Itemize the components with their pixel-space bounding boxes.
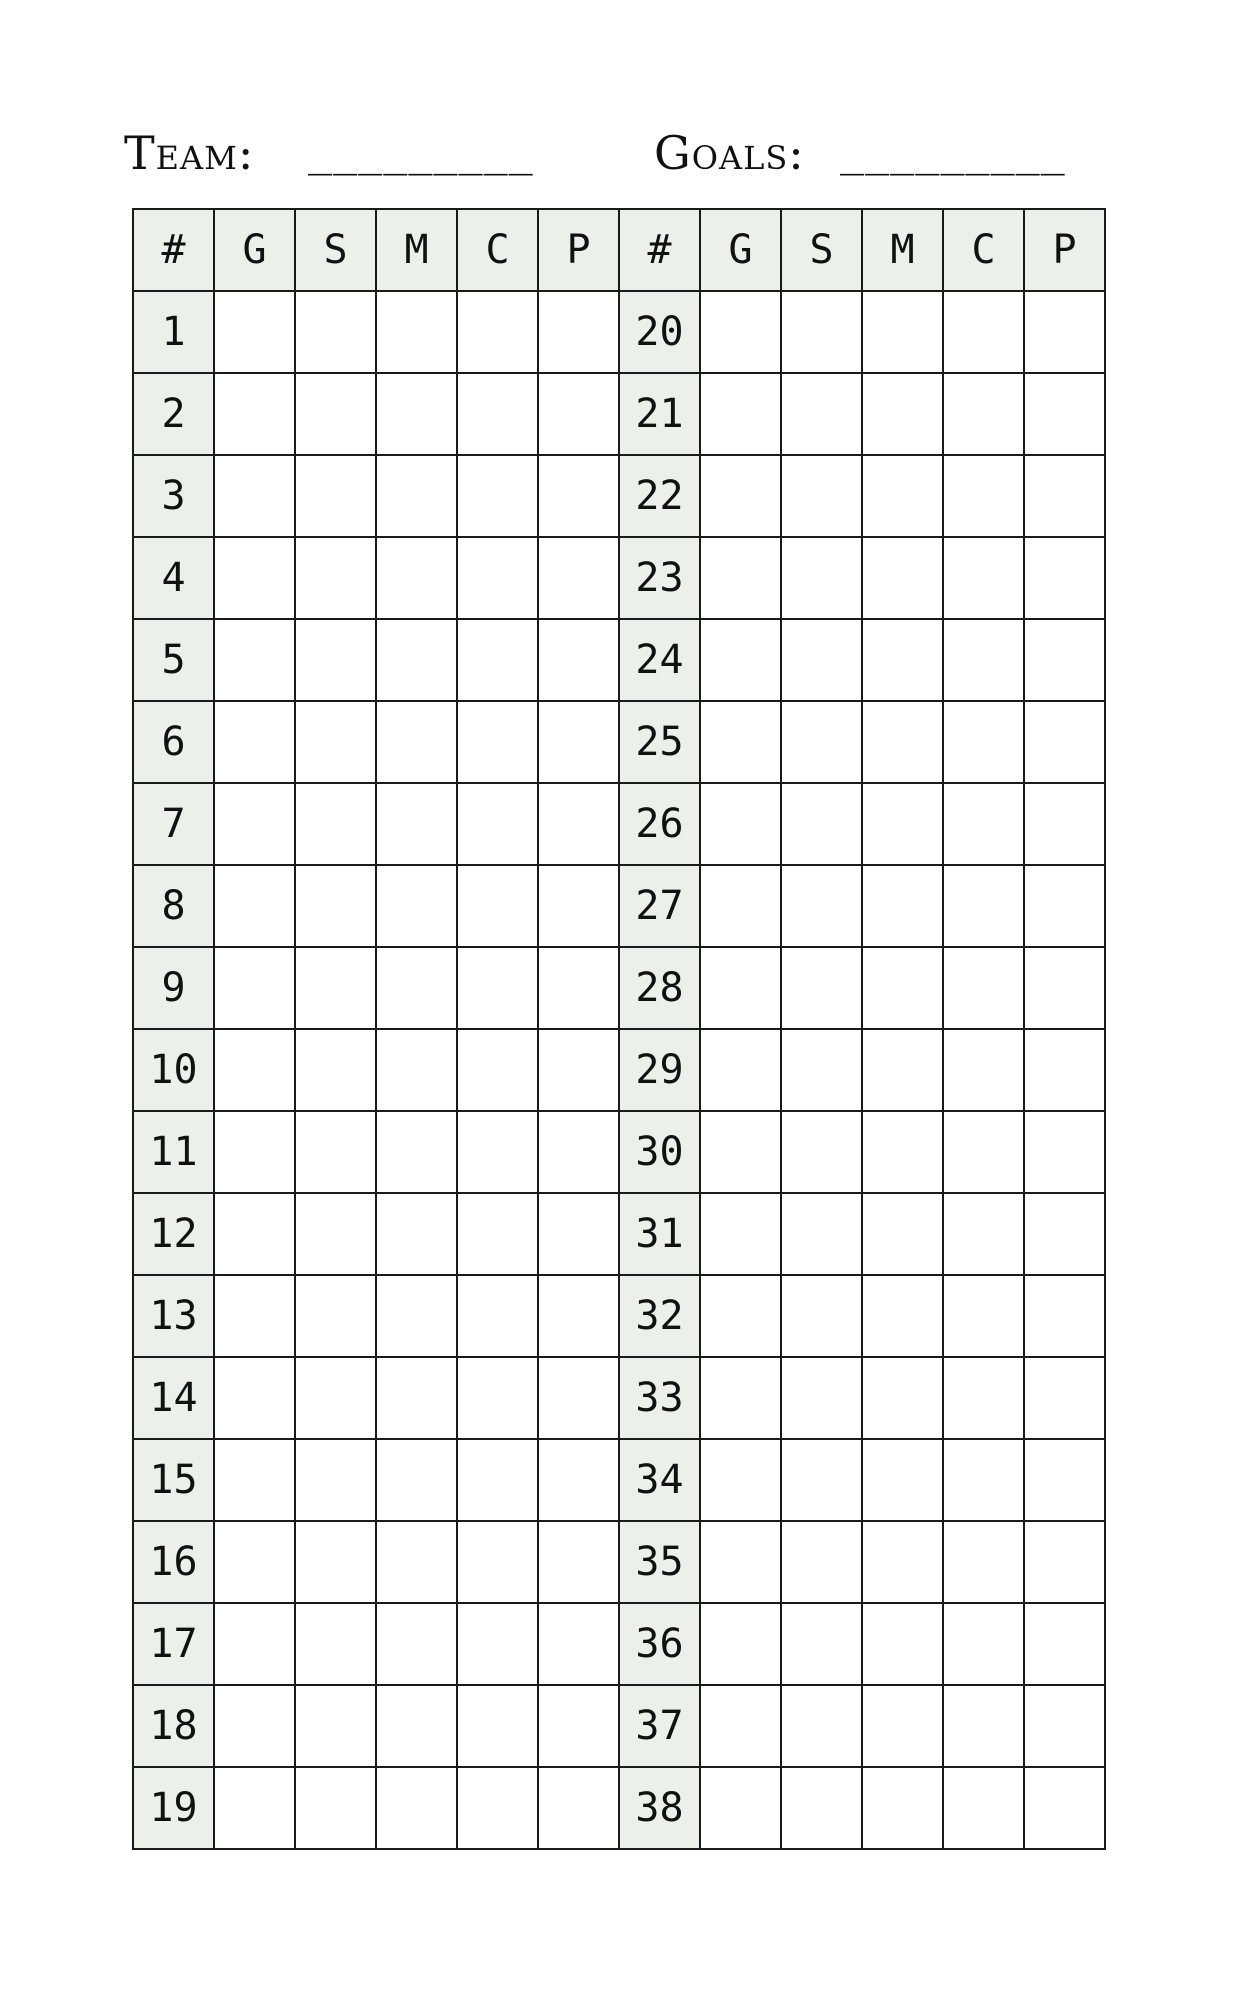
stat-cell-s[interactable] xyxy=(781,947,862,1029)
stat-cell-s[interactable] xyxy=(295,701,376,783)
stat-cell-p[interactable] xyxy=(538,783,619,865)
stat-cell-m[interactable] xyxy=(376,455,457,537)
stat-cell-c[interactable] xyxy=(457,783,538,865)
table-row xyxy=(133,1193,1105,1275)
stat-cell-p[interactable] xyxy=(538,1193,619,1275)
player-number-cell: 23 xyxy=(619,537,700,619)
table-row xyxy=(133,455,1105,537)
stat-cell-p[interactable] xyxy=(538,1439,619,1521)
stat-cell-g[interactable] xyxy=(214,619,295,701)
stat-cell-c[interactable] xyxy=(943,1603,1024,1685)
stat-cell-p[interactable] xyxy=(1024,1685,1105,1767)
player-number-cell: 38 xyxy=(619,1767,700,1849)
stat-cell-m[interactable] xyxy=(376,1603,457,1685)
col-header-c: C xyxy=(457,209,538,291)
stat-cell-s[interactable] xyxy=(781,537,862,619)
stat-cell-m[interactable] xyxy=(862,373,943,455)
stat-cell-p[interactable] xyxy=(1024,947,1105,1029)
stat-cell-p[interactable] xyxy=(538,1275,619,1357)
stat-cell-p[interactable] xyxy=(538,1111,619,1193)
stat-cell-c[interactable] xyxy=(457,701,538,783)
stat-cell-m[interactable] xyxy=(862,783,943,865)
stat-cell-g[interactable] xyxy=(700,1767,781,1849)
table-row xyxy=(133,291,1105,373)
table-row xyxy=(133,373,1105,455)
stat-cell-s[interactable] xyxy=(295,619,376,701)
stat-cell-s[interactable] xyxy=(781,1685,862,1767)
player-number-cell: 19 xyxy=(133,1767,214,1849)
player-number-cell: 37 xyxy=(619,1685,700,1767)
col-header-p: P xyxy=(1024,209,1105,291)
goals-blank-line: _________ xyxy=(840,130,1066,176)
player-number-cell: 14 xyxy=(133,1357,214,1439)
table-row xyxy=(133,1685,1105,1767)
stat-cell-s[interactable] xyxy=(295,1111,376,1193)
stat-cell-s[interactable] xyxy=(295,373,376,455)
stat-cell-m[interactable] xyxy=(862,865,943,947)
stat-cell-c[interactable] xyxy=(943,1193,1024,1275)
stat-cell-m[interactable] xyxy=(376,1767,457,1849)
stat-cell-g[interactable] xyxy=(700,701,781,783)
stat-cell-s[interactable] xyxy=(295,1685,376,1767)
stat-cell-g[interactable] xyxy=(214,1439,295,1521)
stat-cell-m[interactable] xyxy=(376,373,457,455)
stat-cell-p[interactable] xyxy=(1024,1357,1105,1439)
stat-cell-g[interactable] xyxy=(700,619,781,701)
header xyxy=(124,118,1114,188)
stat-cell-g[interactable] xyxy=(700,1439,781,1521)
stat-cell-c[interactable] xyxy=(457,1685,538,1767)
stat-cell-g[interactable] xyxy=(700,537,781,619)
stat-cell-s[interactable] xyxy=(295,865,376,947)
stat-cell-s[interactable] xyxy=(781,1275,862,1357)
stat-cell-c[interactable] xyxy=(457,1767,538,1849)
player-number-cell: 5 xyxy=(133,619,214,701)
player-number-cell: 35 xyxy=(619,1521,700,1603)
stat-cell-p[interactable] xyxy=(1024,373,1105,455)
player-number-cell: 31 xyxy=(619,1193,700,1275)
stat-cell-s[interactable] xyxy=(781,1029,862,1111)
stat-cell-p[interactable] xyxy=(538,947,619,1029)
col-header-g: G xyxy=(700,209,781,291)
stat-cell-m[interactable] xyxy=(376,619,457,701)
stat-cell-s[interactable] xyxy=(781,1111,862,1193)
stat-cell-p[interactable] xyxy=(1024,1439,1105,1521)
stat-cell-c[interactable] xyxy=(943,1685,1024,1767)
player-number-cell: 29 xyxy=(619,1029,700,1111)
player-number-cell: 24 xyxy=(619,619,700,701)
stat-cell-m[interactable] xyxy=(376,1193,457,1275)
stat-cell-g[interactable] xyxy=(214,1193,295,1275)
stat-cell-g[interactable] xyxy=(214,1275,295,1357)
stat-cell-g[interactable] xyxy=(214,1685,295,1767)
stat-cell-s[interactable] xyxy=(295,1357,376,1439)
stat-cell-p[interactable] xyxy=(1024,1275,1105,1357)
col-header-g: G xyxy=(214,209,295,291)
stat-cell-m[interactable] xyxy=(376,1685,457,1767)
player-number-cell: 22 xyxy=(619,455,700,537)
col-header-m: M xyxy=(862,209,943,291)
table-row xyxy=(133,947,1105,1029)
player-number-cell: 11 xyxy=(133,1111,214,1193)
stat-cell-m[interactable] xyxy=(862,619,943,701)
stat-cell-m[interactable] xyxy=(376,1029,457,1111)
stat-cell-s[interactable] xyxy=(295,455,376,537)
column-header-row xyxy=(133,209,1105,291)
stat-cell-m[interactable] xyxy=(376,537,457,619)
stat-cell-g[interactable] xyxy=(214,1111,295,1193)
stat-cell-s[interactable] xyxy=(295,783,376,865)
stat-cell-p[interactable] xyxy=(538,291,619,373)
stat-cell-s[interactable] xyxy=(781,455,862,537)
stat-cell-c[interactable] xyxy=(457,865,538,947)
stat-cell-m[interactable] xyxy=(862,1029,943,1111)
table-row xyxy=(133,865,1105,947)
stat-cell-m[interactable] xyxy=(862,291,943,373)
stat-cell-g[interactable] xyxy=(700,291,781,373)
stat-cell-c[interactable] xyxy=(457,1603,538,1685)
table-row xyxy=(133,1275,1105,1357)
table-body xyxy=(133,291,1105,1849)
stat-cell-m[interactable] xyxy=(862,1685,943,1767)
stat-cell-s[interactable] xyxy=(781,373,862,455)
player-number-cell: 1 xyxy=(133,291,214,373)
stat-cell-p[interactable] xyxy=(1024,1767,1105,1849)
stat-cell-c[interactable] xyxy=(457,1357,538,1439)
stat-cell-m[interactable] xyxy=(862,1767,943,1849)
stat-cell-c[interactable] xyxy=(457,1521,538,1603)
table-row xyxy=(133,1029,1105,1111)
stat-cell-g[interactable] xyxy=(214,373,295,455)
stat-cell-m[interactable] xyxy=(862,1521,943,1603)
stat-cell-s[interactable] xyxy=(295,1029,376,1111)
team-label: Team: xyxy=(124,126,255,180)
stat-cell-p[interactable] xyxy=(538,1685,619,1767)
stat-cell-s[interactable] xyxy=(295,1275,376,1357)
table-row xyxy=(133,1357,1105,1439)
stat-cell-m[interactable] xyxy=(862,1603,943,1685)
col-header-s: S xyxy=(781,209,862,291)
stat-cell-c[interactable] xyxy=(943,1439,1024,1521)
col-header-m: M xyxy=(376,209,457,291)
player-number-cell: 7 xyxy=(133,783,214,865)
stat-cell-m[interactable] xyxy=(862,1193,943,1275)
stat-cell-s[interactable] xyxy=(781,1603,862,1685)
table-row xyxy=(133,1767,1105,1849)
stat-cell-c[interactable] xyxy=(457,537,538,619)
stat-cell-g[interactable] xyxy=(700,1521,781,1603)
stat-cell-p[interactable] xyxy=(1024,701,1105,783)
stat-cell-g[interactable] xyxy=(214,701,295,783)
stat-cell-m[interactable] xyxy=(376,1111,457,1193)
stat-cell-c[interactable] xyxy=(457,1275,538,1357)
stat-cell-g[interactable] xyxy=(214,455,295,537)
stat-cell-c[interactable] xyxy=(943,1357,1024,1439)
stat-cell-p[interactable] xyxy=(1024,783,1105,865)
stat-cell-g[interactable] xyxy=(214,1767,295,1849)
stat-cell-s[interactable] xyxy=(781,1767,862,1849)
stat-cell-g[interactable] xyxy=(700,1275,781,1357)
stat-cell-p[interactable] xyxy=(1024,1029,1105,1111)
stat-cell-s[interactable] xyxy=(295,1767,376,1849)
stat-cell-s[interactable] xyxy=(295,1603,376,1685)
stat-cell-m[interactable] xyxy=(862,1357,943,1439)
stat-cell-m[interactable] xyxy=(862,1111,943,1193)
stat-cell-c[interactable] xyxy=(943,373,1024,455)
stat-cell-g[interactable] xyxy=(214,1029,295,1111)
col-header-number: # xyxy=(619,209,700,291)
stat-cell-p[interactable] xyxy=(538,373,619,455)
stat-cell-g[interactable] xyxy=(214,947,295,1029)
stat-cell-p[interactable] xyxy=(538,1357,619,1439)
stat-cell-m[interactable] xyxy=(862,1275,943,1357)
team-blank-line: _________ xyxy=(308,130,534,176)
player-number-cell: 33 xyxy=(619,1357,700,1439)
stat-cell-p[interactable] xyxy=(1024,455,1105,537)
stat-cell-m[interactable] xyxy=(376,865,457,947)
stat-cell-p[interactable] xyxy=(538,537,619,619)
player-number-cell: 20 xyxy=(619,291,700,373)
stat-cell-m[interactable] xyxy=(376,701,457,783)
stat-cell-s[interactable] xyxy=(295,1521,376,1603)
stat-cell-s[interactable] xyxy=(781,1439,862,1521)
stat-cell-p[interactable] xyxy=(1024,1603,1105,1685)
stat-cell-s[interactable] xyxy=(295,947,376,1029)
stat-cell-m[interactable] xyxy=(376,1275,457,1357)
col-header-number: # xyxy=(133,209,214,291)
player-number-cell: 6 xyxy=(133,701,214,783)
stat-cell-m[interactable] xyxy=(862,947,943,1029)
player-stats-table xyxy=(132,208,1106,1850)
player-number-cell: 21 xyxy=(619,373,700,455)
stat-cell-g[interactable] xyxy=(700,1357,781,1439)
stat-cell-p[interactable] xyxy=(538,619,619,701)
stat-cell-p[interactable] xyxy=(1024,537,1105,619)
stat-cell-c[interactable] xyxy=(457,373,538,455)
stat-cell-g[interactable] xyxy=(700,1685,781,1767)
player-number-cell: 15 xyxy=(133,1439,214,1521)
stat-cell-c[interactable] xyxy=(943,1275,1024,1357)
stat-cell-m[interactable] xyxy=(376,783,457,865)
player-number-cell: 2 xyxy=(133,373,214,455)
player-number-cell: 8 xyxy=(133,865,214,947)
stat-cell-c[interactable] xyxy=(943,1521,1024,1603)
player-number-cell: 17 xyxy=(133,1603,214,1685)
player-number-cell: 16 xyxy=(133,1521,214,1603)
stat-cell-c[interactable] xyxy=(457,1029,538,1111)
player-number-cell: 3 xyxy=(133,455,214,537)
table-row xyxy=(133,701,1105,783)
stat-cell-s[interactable] xyxy=(781,1357,862,1439)
stat-cell-c[interactable] xyxy=(943,291,1024,373)
stat-cell-p[interactable] xyxy=(1024,1521,1105,1603)
stat-cell-m[interactable] xyxy=(376,1357,457,1439)
player-number-cell: 36 xyxy=(619,1603,700,1685)
table-row xyxy=(133,783,1105,865)
stat-cell-m[interactable] xyxy=(376,947,457,1029)
stat-cell-p[interactable] xyxy=(1024,865,1105,947)
player-number-cell: 30 xyxy=(619,1111,700,1193)
stat-cell-g[interactable] xyxy=(700,1029,781,1111)
stat-cell-p[interactable] xyxy=(1024,1193,1105,1275)
table-row xyxy=(133,1521,1105,1603)
stat-cell-p[interactable] xyxy=(1024,619,1105,701)
stat-cell-m[interactable] xyxy=(376,291,457,373)
stat-cell-p[interactable] xyxy=(538,1029,619,1111)
stat-cell-s[interactable] xyxy=(781,1193,862,1275)
goals-label: Goals: xyxy=(654,126,805,180)
stat-cell-c[interactable] xyxy=(943,1767,1024,1849)
stat-cell-g[interactable] xyxy=(214,1603,295,1685)
stat-cell-c[interactable] xyxy=(943,1029,1024,1111)
stat-cell-g[interactable] xyxy=(214,1521,295,1603)
stat-cell-p[interactable] xyxy=(1024,1111,1105,1193)
stat-cell-c[interactable] xyxy=(943,455,1024,537)
player-number-cell: 9 xyxy=(133,947,214,1029)
stat-cell-c[interactable] xyxy=(457,291,538,373)
stat-cell-p[interactable] xyxy=(538,1521,619,1603)
stat-cell-m[interactable] xyxy=(376,1521,457,1603)
stat-cell-c[interactable] xyxy=(457,455,538,537)
stat-cell-g[interactable] xyxy=(700,1111,781,1193)
col-header-c: C xyxy=(943,209,1024,291)
stat-cell-m[interactable] xyxy=(862,537,943,619)
stat-cell-s[interactable] xyxy=(781,865,862,947)
stat-cell-g[interactable] xyxy=(700,1193,781,1275)
player-number-cell: 34 xyxy=(619,1439,700,1521)
stat-cell-g[interactable] xyxy=(700,865,781,947)
stat-cell-g[interactable] xyxy=(700,373,781,455)
stat-cell-c[interactable] xyxy=(457,1193,538,1275)
stat-cell-m[interactable] xyxy=(862,701,943,783)
player-number-cell: 28 xyxy=(619,947,700,1029)
player-number-cell: 25 xyxy=(619,701,700,783)
stat-cell-g[interactable] xyxy=(214,537,295,619)
stat-cell-c[interactable] xyxy=(943,1111,1024,1193)
stat-cell-c[interactable] xyxy=(457,619,538,701)
player-number-cell: 13 xyxy=(133,1275,214,1357)
player-number-cell: 4 xyxy=(133,537,214,619)
stat-cell-g[interactable] xyxy=(700,1603,781,1685)
table-row xyxy=(133,1439,1105,1521)
stat-cell-g[interactable] xyxy=(700,947,781,1029)
stat-cell-m[interactable] xyxy=(862,1439,943,1521)
stat-cell-p[interactable] xyxy=(538,865,619,947)
stat-cell-c[interactable] xyxy=(457,1111,538,1193)
stat-cell-g[interactable] xyxy=(700,455,781,537)
stat-cell-s[interactable] xyxy=(781,291,862,373)
player-number-cell: 12 xyxy=(133,1193,214,1275)
table-row xyxy=(133,619,1105,701)
stat-cell-p[interactable] xyxy=(538,701,619,783)
stat-cell-c[interactable] xyxy=(457,947,538,1029)
stat-cell-s[interactable] xyxy=(295,537,376,619)
stat-cell-c[interactable] xyxy=(943,947,1024,1029)
table-row xyxy=(133,1603,1105,1685)
stat-cell-c[interactable] xyxy=(943,783,1024,865)
col-header-s: S xyxy=(295,209,376,291)
stat-cell-m[interactable] xyxy=(862,455,943,537)
stat-cell-g[interactable] xyxy=(700,783,781,865)
player-number-cell: 26 xyxy=(619,783,700,865)
stat-cell-s[interactable] xyxy=(781,1521,862,1603)
stat-cell-s[interactable] xyxy=(781,701,862,783)
stat-cell-g[interactable] xyxy=(214,865,295,947)
stat-cell-p[interactable] xyxy=(538,1767,619,1849)
stat-cell-g[interactable] xyxy=(214,783,295,865)
stat-cell-s[interactable] xyxy=(295,1439,376,1521)
stat-cell-s[interactable] xyxy=(781,783,862,865)
stat-cell-s[interactable] xyxy=(295,291,376,373)
stat-cell-c[interactable] xyxy=(943,537,1024,619)
stat-cell-c[interactable] xyxy=(943,619,1024,701)
stat-cell-p[interactable] xyxy=(1024,291,1105,373)
player-number-cell: 27 xyxy=(619,865,700,947)
stat-cell-c[interactable] xyxy=(943,701,1024,783)
stat-cell-p[interactable] xyxy=(538,455,619,537)
player-number-cell: 18 xyxy=(133,1685,214,1767)
stat-cell-c[interactable] xyxy=(943,865,1024,947)
player-number-cell: 10 xyxy=(133,1029,214,1111)
player-number-cell: 32 xyxy=(619,1275,700,1357)
col-header-p: P xyxy=(538,209,619,291)
table-row xyxy=(133,537,1105,619)
table-row xyxy=(133,1111,1105,1193)
stat-cell-p[interactable] xyxy=(538,1603,619,1685)
stat-cell-s[interactable] xyxy=(781,619,862,701)
stat-cell-g[interactable] xyxy=(214,291,295,373)
stat-cell-g[interactable] xyxy=(214,1357,295,1439)
stat-cell-c[interactable] xyxy=(457,1439,538,1521)
stat-cell-m[interactable] xyxy=(376,1439,457,1521)
stat-cell-s[interactable] xyxy=(295,1193,376,1275)
